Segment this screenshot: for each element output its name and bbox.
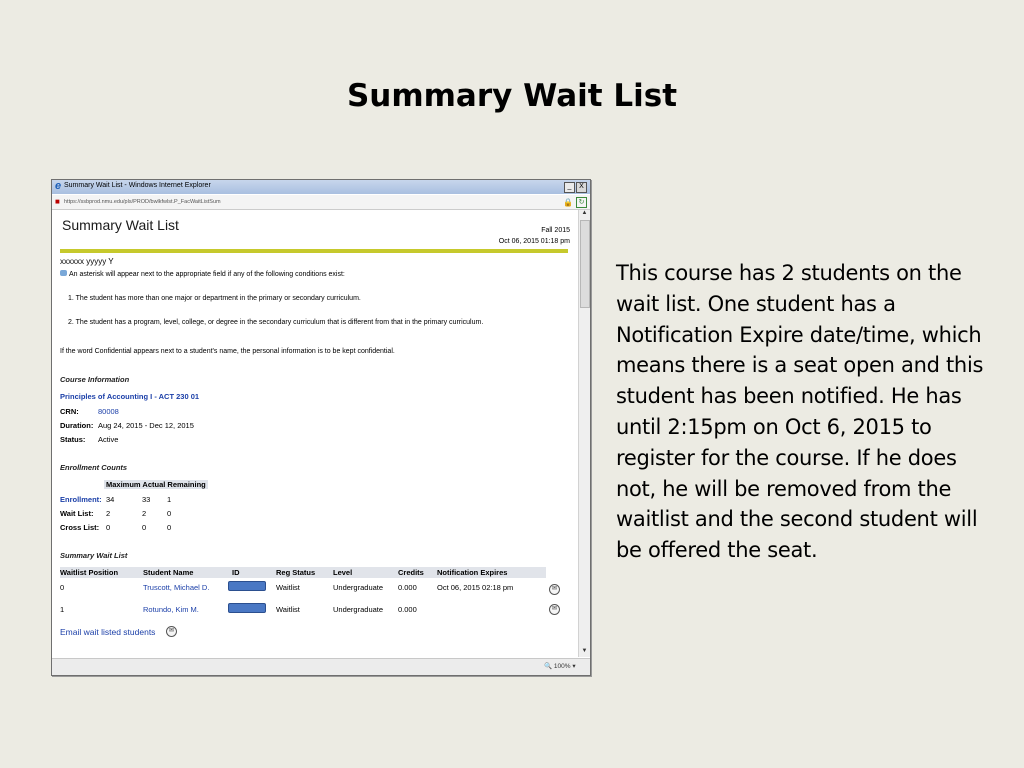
enrollment-columns: Maximum Actual Remaining [106,480,206,489]
col-level: Level [333,568,353,577]
level: Undergraduate [333,583,384,592]
duration-value: Aug 24, 2015 - Dec 12, 2015 [98,421,194,430]
slide-description: This course has 2 students on the wait list. One student has a Notification Expire date/time, which means there is a seat open and this student has been notified. He has until 2:15pm on Oct 6, 2015 to register for the course. If he does not, he will be removed from the waitlist and the second student will be offered the seat. [616,261,984,563]
duration-row [60,421,194,430]
enrollment-label[interactable]: Enrollment: [60,495,102,504]
enrollment-actual: 33 [142,495,151,504]
credits: 0.000 [398,583,417,592]
email-student-icon[interactable]: ✉ [549,584,560,595]
course-name-link[interactable]: Principles of Accounting I - ACT 230 01 [60,392,200,401]
crn-row [60,407,119,416]
datetime-label: Oct 06, 2015 01:18 pm [498,238,570,245]
crosslist-maximum: 0 [106,523,111,532]
crn-link[interactable]: 80008 [98,407,119,416]
table-row [60,604,560,617]
zoom-value[interactable]: 100% [553,663,571,670]
title-bar [52,180,590,194]
header-divider [60,249,568,253]
email-waitlisted-label[interactable]: Email wait listed students [60,627,156,637]
scroll-down-icon[interactable]: ▼ [581,648,588,654]
info-icon [60,270,67,276]
crosslist-label: Cross List: [60,523,100,532]
page-content [60,210,572,656]
waitlist-heading: Summary Wait List [60,551,128,560]
student-name-link[interactable]: Truscott, Michael D. [143,583,210,592]
enrollment-heading: Enrollment Counts [60,463,128,472]
minimize-button[interactable]: _ [564,182,575,193]
confidential-note: If the word Confidential appears next to a student's name, the personal information is to be kept confidential. [60,348,395,355]
waitlist-table-header [60,567,546,578]
col-reg-status: Reg Status [276,568,316,577]
address-bar[interactable] [52,195,590,210]
course-info-heading: Course Information [60,375,130,384]
term-label: Fall 2015 [541,227,570,234]
notification-expires: Oct 06, 2015 02:18 pm [437,583,514,592]
reg-status: Waitlist [276,583,300,592]
refresh-icon[interactable]: ↻ [576,197,587,208]
status-value: Active [98,435,119,444]
col-id: ID [232,568,240,577]
vertical-scrollbar[interactable] [578,210,590,657]
page-title: Summary Wait List [62,217,179,233]
col-name: Student Name [143,568,194,577]
duration-label: Duration: [60,421,94,430]
waitlist-count-label: Wait List: [60,509,94,518]
scroll-thumb[interactable] [580,220,590,308]
enrollment-maximum: 34 [106,495,115,504]
scroll-up-icon[interactable]: ▲ [581,210,588,216]
enrollment-remaining: 1 [167,495,172,504]
zoom-level[interactable]: 🔍 100% ▾ [544,663,576,670]
condition-1: 1. The student has more than one major or department in the primary or secondary curriculum. [68,295,361,302]
crosslist-remaining: 0 [167,523,172,532]
asterisk-note [60,270,345,278]
close-button[interactable]: X [576,182,587,193]
email-all-icon[interactable]: ✉ [166,626,177,637]
browser-window [51,179,591,676]
asterisk-note-text: An asterisk will appear next to the appropriate field if any of the following conditions exist: [69,271,345,278]
internet-explorer-icon: e [55,180,62,192]
lock-icon[interactable]: 🔒 [563,198,573,207]
waitlist-position: 1 [60,605,65,614]
waitlist-remaining: 0 [167,509,172,518]
level: Undergraduate [333,605,384,614]
email-waitlisted-link[interactable] [60,627,175,637]
window-title: Summary Wait List - Windows Internet Explorer [64,182,211,189]
reg-status: Waitlist [276,605,300,614]
waitlist-position: 0 [60,583,65,592]
col-notification: Notification Expires [437,568,508,577]
slide-title: Summary Wait List [346,78,678,114]
table-row [60,582,560,595]
crn-label: CRN: [60,407,79,416]
student-header: xxxxxx yyyyy Y [60,257,114,266]
waitlist-maximum: 2 [106,509,111,518]
credits: 0.000 [398,605,417,614]
status-row [60,435,118,444]
crosslist-actual: 0 [142,523,147,532]
status-bar [52,658,590,675]
condition-2: 2. The student has a program, level, college, or degree in the secondary curriculum that is different from that in the primary curriculum. [68,319,484,326]
student-name-link[interactable]: Rotundo, Kim M. [143,605,199,614]
waitlist-actual: 2 [142,509,147,518]
status-label: Status: [60,435,86,444]
email-student-icon[interactable]: ✉ [549,604,560,615]
url-text[interactable]: https://ssbprod.nmu.edu/pls/PROD/bwlkfwlst.P_FacWaitListSum [64,199,221,205]
page-icon: ■ [55,197,60,206]
col-position: Waitlist Position [60,568,119,577]
col-credits: Credits [398,568,424,577]
